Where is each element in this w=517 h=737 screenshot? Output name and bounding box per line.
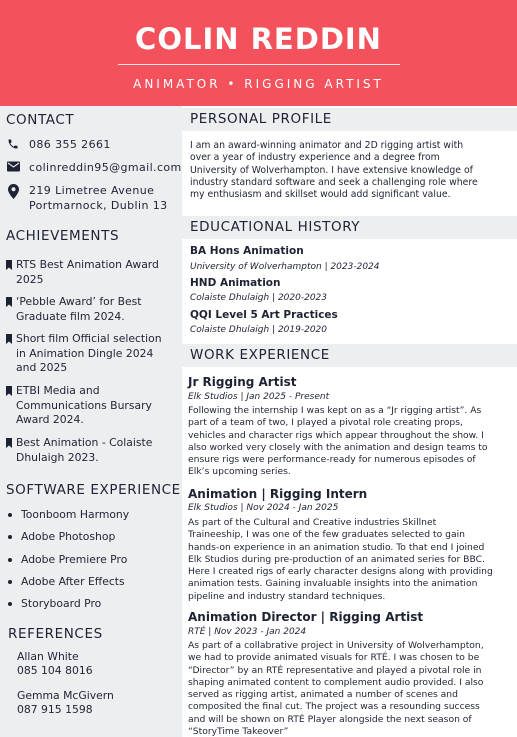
software-name: Adobe Premiere Pro <box>21 553 128 566</box>
software-name: Adobe Photoshop <box>21 530 116 543</box>
degree-title: BA Hons Animation <box>190 245 304 257</box>
achievement-item <box>6 332 178 376</box>
email-icon <box>6 161 20 172</box>
contact-email <box>6 161 182 176</box>
phone-icon <box>6 138 20 150</box>
degree-title: QQI Level 5 Art Practices <box>190 309 338 321</box>
achievement-text: 2025 <box>16 272 44 286</box>
software-heading: SOFTWARE EXPERIENCE <box>6 482 181 498</box>
profile-heading-bar <box>182 108 517 131</box>
references-heading: REFERENCES <box>8 626 103 642</box>
job-description: Following the internship I was kept on as a “Jr rigging artist”. As part of a team of two, I played a pivotal role creating props, vehicles and character rigs which appear throughout the show. I also worked very closely with the animation and design teams to ensure rigs were performance-ready for numerous episodes of Elk’s upcoming series. <box>188 405 488 478</box>
achievement-text: Dhulaigh 2023. <box>16 450 99 464</box>
reference-entry <box>17 650 93 678</box>
software-item <box>8 530 115 543</box>
software-item <box>8 553 127 566</box>
reference-phone[interactable]: 085 104 8016 <box>17 664 93 677</box>
achievement-text: Short film Official selection <box>16 332 162 345</box>
education-heading-bar <box>182 216 517 239</box>
job-title: Jr Rigging Artist <box>188 375 297 389</box>
reference-name: Gemma McGivern <box>17 689 114 702</box>
school-info: University of Wolverhampton | 2023-2024 <box>190 262 380 272</box>
header-banner <box>0 0 517 106</box>
contact-address <box>6 184 178 213</box>
achievement-text: ETBI Media and <box>16 384 100 397</box>
software-name: Storyboard Pro <box>21 597 102 610</box>
job-description: As part of the Cultural and Creative industries Skillnet Traineeship, I was one of the few graduates selected to gain hands-on experience in an animation studio. To that end I joined Elk Studios during pre-production of an animated series for BBC. Here I created rigs of early character designs along with providing animation tests. Gaining invaluable insights into the animation pipeline and industry standard techniques. <box>188 517 493 602</box>
software-item <box>8 597 101 610</box>
job-description: As part of a collabrative project in University of Wolverhampton, we had to provide animated visuals for RTÉ. I was chosen to be “Director” by an RTÉ representative and played a pivotal role in shaping animated content to complement audio provided. I also served as rigging artist, animated a number of scenes and composited the final cut. The project was a resounding success and will be shown on RTÉ Player alongside the next season of “StoryTime Takeover” <box>188 640 484 737</box>
location-pin-icon <box>6 184 20 199</box>
achievement-text: Communications Bursary <box>16 398 152 412</box>
software-name: Toonboom Harmony <box>21 508 130 521</box>
candidate-name: COLIN REDDIN <box>135 22 382 56</box>
profile-text: I am an award-winning animator and 2D rigging artist with over a year of industry experience and a degree from University of Wolverhampton. I have extensive knowledge of industry standard software and seek a challenging role where my enthusiasm and skillset would add significant value. <box>190 140 478 201</box>
job-meta: Elk Studios | Jan 2025 - Present <box>188 392 330 402</box>
achievement-text: RTS Best Animation Award <box>16 258 159 271</box>
address-line-2: Portmarnock, Dublin 13 <box>29 198 168 212</box>
bullet-icon <box>8 535 12 539</box>
reference-entry <box>17 689 114 717</box>
school-info: Colaiste Dhulaigh | 2020-2023 <box>190 293 328 303</box>
achievements-heading: ACHIEVEMENTS <box>6 228 120 244</box>
bookmark-icon <box>6 334 12 344</box>
contact-heading: CONTACT <box>6 112 75 128</box>
header-divider <box>118 64 400 65</box>
address-text <box>29 184 168 213</box>
achievement-item <box>6 384 178 428</box>
achievement-text: Graduate film 2024. <box>16 309 125 323</box>
profile-heading: PERSONAL PROFILE <box>190 111 332 127</box>
bullet-icon <box>8 602 12 606</box>
bullet-icon <box>8 558 12 562</box>
software-item <box>8 575 125 588</box>
reference-phone[interactable]: 087 915 1598 <box>17 703 93 716</box>
phone-number[interactable]: 086 355 2661 <box>29 138 111 151</box>
contact-phone <box>6 138 178 153</box>
job-subtitle: ANIMATOR • RIGGING ARTIST <box>133 77 384 91</box>
degree-title: HND Animation <box>190 277 281 289</box>
achievement-text: in Animation Dingle 2024 <box>16 346 154 360</box>
bullet-icon <box>8 513 12 517</box>
bullet-icon <box>8 580 12 584</box>
achievement-text: Best Animation - Colaiste <box>16 436 153 449</box>
work-heading-bar <box>182 344 517 367</box>
achievement-text: ‘Pebble Award’ for Best <box>16 295 142 308</box>
achievement-item <box>6 295 178 324</box>
achievement-item <box>6 436 178 465</box>
job-meta: Elk Studios | Nov 2024 - Jan 2025 <box>188 503 339 513</box>
address-line-1: 219 Limetree Avenue <box>29 184 155 197</box>
job-title: Animation Director | Rigging Artist <box>188 610 424 624</box>
software-name: Adobe After Effects <box>21 575 125 588</box>
education-heading: EDUCATIONAL HISTORY <box>190 219 361 235</box>
job-meta: RTÉ | Nov 2023 - Jan 2024 <box>188 627 307 637</box>
bookmark-icon <box>6 438 12 448</box>
email-address[interactable]: colinreddin95@gmail.com <box>29 161 182 174</box>
achievement-item <box>6 258 178 287</box>
school-info: Colaiste Dhulaigh | 2019-2020 <box>190 325 328 335</box>
software-item <box>8 508 129 521</box>
bookmark-icon <box>6 386 12 396</box>
work-heading: WORK EXPERIENCE <box>190 347 330 363</box>
achievement-text: and 2025 <box>16 361 68 374</box>
bookmark-icon <box>6 297 12 307</box>
achievement-text: Award 2024. <box>16 413 84 426</box>
bookmark-icon <box>6 260 12 270</box>
job-title: Animation | Rigging Intern <box>188 487 368 501</box>
reference-name: Allan White <box>17 650 79 663</box>
